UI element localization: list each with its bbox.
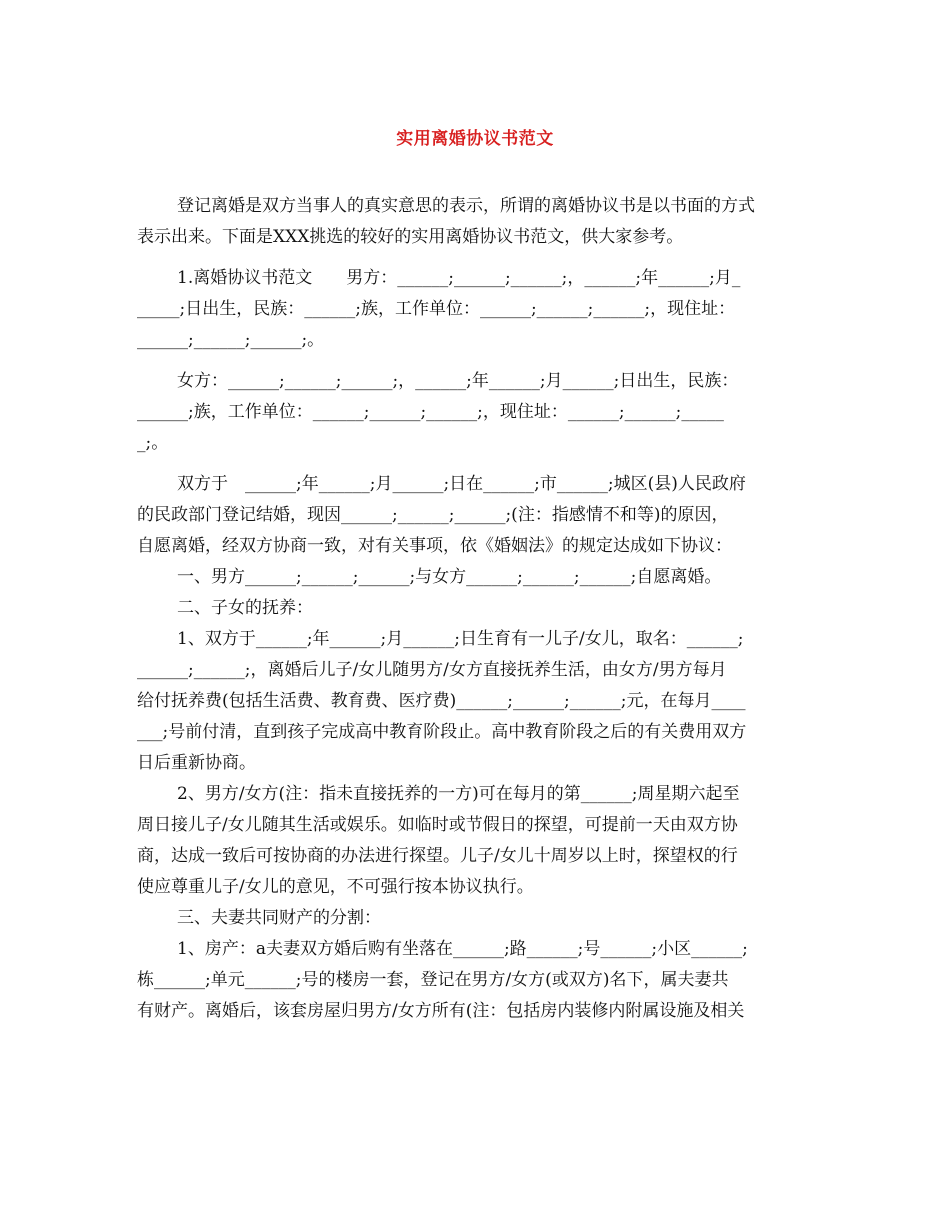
text-line: 表示出来。下面是XXX挑选的较好的实用离婚协议书范文，供大家参考。 xyxy=(137,227,684,247)
text-line: ______;族，工作单位：______;______;______;，现住址：______;______;_____ xyxy=(137,402,724,422)
paragraph-gap xyxy=(137,253,821,263)
text-line: 女方：______;______;______;，______;年______;月______;日出生，民族： xyxy=(177,371,739,391)
text-line: _;。 xyxy=(137,433,169,453)
text-line: 登记离婚是双方当事人的真实意思的表示，所谓的离婚协议书是以书面的方式 xyxy=(177,196,755,216)
paragraph-gap xyxy=(137,356,821,366)
document-title: 实用离婚协议书范文 xyxy=(396,129,554,149)
text-line: 商，达成一致后可按协商的办法进行探望。儿子/女儿十周岁以上时，探望权的行 xyxy=(137,846,738,866)
document-body xyxy=(137,191,821,1027)
text-line: 1、双方于______;年______;月______;日生育有一儿子/女儿，取名：______; xyxy=(177,629,744,649)
text-line: ______;______;，离婚后儿子/女儿随男方/女方直接抚养生活，由女方/男方每月 xyxy=(137,660,727,680)
text-line: 日后重新协商。 xyxy=(137,753,256,773)
text-line: 一、男方______;______;______;与女方______;______;______;自愿离婚。 xyxy=(177,567,722,587)
text-line: ___;号前付清，直到孩子完成高中教育阶段止。高中教育阶段之后的有关费用双方 xyxy=(137,722,747,742)
text-line: 1.离婚协议书范文 男方：______;______;______;，______;年______;月_ xyxy=(177,268,741,288)
text-line: 自愿离婚，经双方协商一致，对有关事项，依《婚姻法》的规定达成如下协议： xyxy=(137,536,732,556)
text-line: 有财产。离婚后，该套房屋归男方/女方所有(注：包括房内装修内附属设施及相关 xyxy=(137,1001,745,1021)
text-line: 周日接儿子/女儿随其生活或娱乐。如临时或节假日的探望，可提前一天由双方协 xyxy=(137,815,738,835)
text-line: ______;______;______;。 xyxy=(137,330,325,350)
text-line: 三、夫妻共同财产的分割： xyxy=(177,908,381,928)
text-line: 1、房产：a夫妻双方婚后购有坐落在______;路______;号______;小区______; xyxy=(177,939,748,959)
text-line: 双方于 ______;年______;月______;日在______;市______;城区(县)人民政府 xyxy=(177,474,746,494)
paragraph-gap xyxy=(137,459,821,469)
text-line: 二、子女的抚养： xyxy=(177,598,313,618)
text-line: 使应尊重儿子/女儿的意见，不可强行按本协议执行。 xyxy=(137,877,534,897)
text-line: 给付抚养费(包括生活费、教育费、医疗费)______;______;______;元，在每月____ xyxy=(137,691,746,711)
text-line: 2、男方/女方(注：指未直接抚养的一方)可在每月的第______;周星期六起至 xyxy=(177,784,740,804)
text-line: 的民政部门登记结婚，现因______;______;______;(注：指感情不和等)的原因， xyxy=(137,505,729,525)
text-line: _____;日出生，民族：______;族，工作单位：______;______;______;，现住址： xyxy=(137,299,736,319)
text-line: 栋______;单元______;号的楼房一套，登记在男方/女方(或双方)名下，属夫妻共 xyxy=(137,970,729,990)
